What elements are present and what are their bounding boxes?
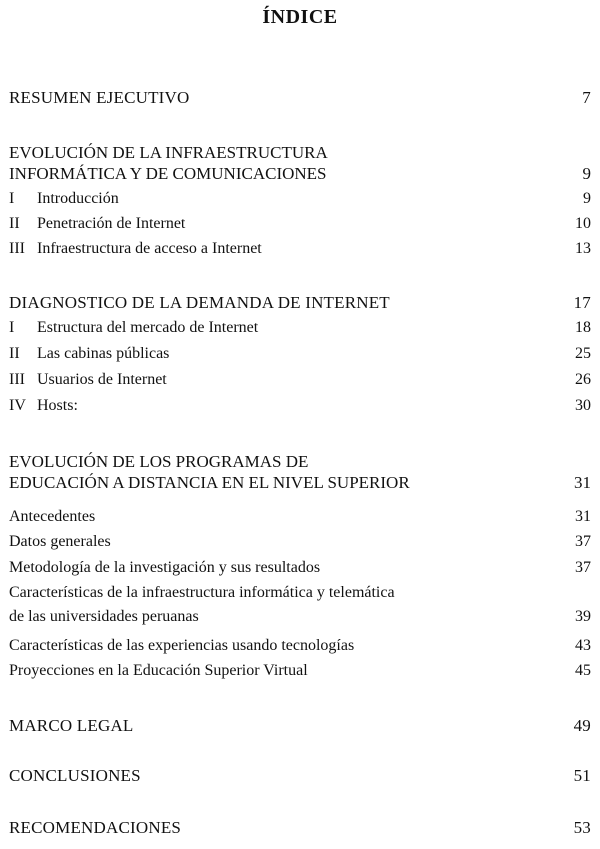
toc-numeral: I [9, 190, 15, 207]
toc-numeral: I [9, 319, 15, 336]
toc-subentry-metodologia[interactable] [9, 558, 591, 578]
toc-label: Penetración de Internet [37, 215, 186, 232]
toc-subentry-penetracion[interactable] [9, 214, 591, 234]
toc-subentry-hosts[interactable] [9, 396, 591, 416]
toc-subentry-antecedentes[interactable] [9, 507, 591, 527]
toc-label-line2: INFORMÁTICA Y DE COMUNICACIONES [9, 164, 327, 183]
toc-page: 13 [575, 240, 591, 257]
toc-label: CONCLUSIONES [9, 766, 141, 785]
toc-page: 45 [575, 662, 591, 679]
toc-numeral: III [9, 240, 25, 257]
toc-page: 39 [575, 608, 591, 625]
toc-page: 37 [575, 559, 591, 576]
toc-label-line2: de las universidades peruanas [9, 608, 199, 625]
toc-label: Antecedentes [9, 508, 96, 525]
toc-label: Estructura del mercado de Internet [37, 319, 259, 336]
toc-page: 18 [575, 319, 591, 336]
toc-label: Datos generales [9, 533, 111, 550]
toc-subentry-cabinas[interactable] [9, 344, 591, 364]
toc-page: 53 [573, 818, 591, 837]
toc-subentry-caracteristicas-infraestructura[interactable] [9, 583, 591, 627]
toc-subentry-infraestructura-acceso[interactable] [9, 239, 591, 259]
toc-label: RECOMENDACIONES [9, 818, 182, 837]
toc-page: 30 [575, 397, 591, 414]
toc-subentry-usuarios[interactable] [9, 370, 591, 390]
toc-label: RESUMEN EJECUTIVO [9, 88, 190, 107]
toc-entry-conclusiones[interactable] [9, 766, 591, 786]
toc-page: 31 [575, 508, 591, 525]
toc-label: Usuarios de Internet [37, 371, 167, 388]
toc-numeral: II [9, 345, 20, 362]
toc-label: Metodología de la investigación y sus resultados [9, 559, 321, 576]
toc-entry-diagnostico[interactable] [9, 293, 591, 313]
toc-subentry-introduccion[interactable] [9, 189, 591, 209]
toc-label: Proyecciones en la Educación Superior Virtual [9, 662, 308, 679]
toc-numeral: II [9, 215, 20, 232]
toc-label: Introducción [37, 190, 119, 207]
toc-page: 51 [573, 766, 591, 785]
toc-entry-evolucion-programas[interactable] [9, 451, 591, 493]
toc-page: 37 [575, 533, 591, 550]
toc-page: 10 [575, 215, 591, 232]
toc-page: 49 [573, 716, 591, 735]
toc-label: MARCO LEGAL [9, 716, 134, 735]
toc-numeral: III [9, 371, 25, 388]
toc-label-line1: Características de la infraestructura informática y telemática [9, 584, 395, 601]
toc-page: 7 [582, 88, 591, 107]
toc-label: Hosts: [37, 397, 78, 414]
toc-entry-evolucion-infraestructura[interactable] [9, 142, 591, 184]
toc-page: 31 [574, 473, 591, 492]
toc-subentry-estructura[interactable] [9, 318, 591, 338]
toc-label-line1: EVOLUCIÓN DE LA INFRAESTRUCTURA [9, 143, 328, 162]
toc-entry-recomendaciones[interactable] [9, 818, 591, 838]
toc-entry-marco-legal[interactable] [9, 716, 591, 736]
toc-subentry-proyecciones[interactable] [9, 661, 591, 681]
toc-label: Características de las experiencias usando tecnologías [9, 637, 355, 654]
toc-label-line1: EVOLUCIÓN DE LOS PROGRAMAS DE [9, 452, 309, 471]
toc-label: DIAGNOSTICO DE LA DEMANDA DE INTERNET [9, 293, 390, 312]
toc-label: Infraestructura de acceso a Internet [37, 240, 262, 257]
toc-page: 9 [583, 190, 591, 207]
toc-page: 25 [575, 345, 591, 362]
toc-subentry-caracteristicas-experiencias[interactable] [9, 636, 591, 656]
page-title: ÍNDICE [262, 6, 338, 28]
toc-entry-resumen[interactable] [9, 88, 591, 108]
toc-page: 17 [573, 293, 591, 312]
toc-label-line2: EDUCACIÓN A DISTANCIA EN EL NIVEL SUPERIOR [9, 473, 410, 492]
toc-page: 26 [575, 371, 591, 388]
toc-label: Las cabinas públicas [37, 345, 170, 362]
toc-page: 9 [582, 164, 591, 183]
toc-numeral: IV [9, 397, 26, 414]
toc-subentry-datos-generales[interactable] [9, 532, 591, 552]
toc-page: 43 [575, 637, 591, 654]
